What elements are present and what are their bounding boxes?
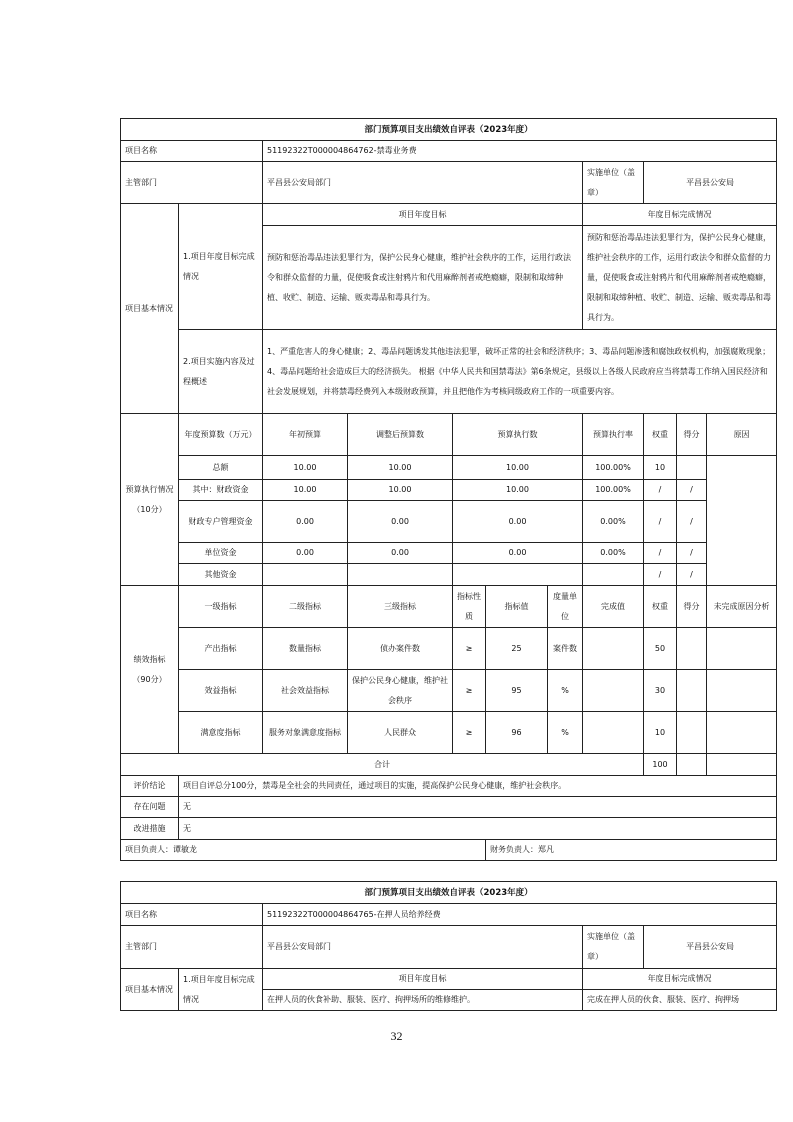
cell: 单位资金 <box>179 543 263 564</box>
cell: / <box>677 564 707 586</box>
conclusion: 项目自评总分100分，禁毒是全社会的共同责任，通过项目的实施，提高保护公民身心健康，维护社会秩序。 <box>179 776 777 797</box>
cell <box>677 628 707 670</box>
table-row <box>121 670 777 712</box>
done-text: 完成在押人员的伙食、服装、医疗、拘押场 <box>583 990 777 1011</box>
done-text: 预防和惩治毒品违法犯罪行为，保护公民身心健康，维护社会秩序的工作，运用行政法令和群众监督的力量，促使吸食或注射鸦片和代用麻醉剂者戒绝瘾癖，限制和取缔种植、收贮、制造、运输、贩卖毒品和毒具行为。 <box>583 226 777 330</box>
header: 得分 <box>677 414 707 456</box>
cell: 保护公民身心健康，维护社会秩序 <box>348 670 453 712</box>
improve: 无 <box>179 818 777 840</box>
impl-unit: 平昌县公安局 <box>644 162 777 204</box>
cell <box>707 670 777 712</box>
table-row <box>121 501 777 543</box>
dept: 平昌县公安局部门 <box>263 162 583 204</box>
label: 项目名称 <box>121 141 263 162</box>
header: 一级指标 <box>179 586 263 628</box>
cell <box>348 564 453 586</box>
issues: 无 <box>179 797 777 818</box>
header: 预算执行数 <box>453 414 583 456</box>
cell: 10 <box>644 712 677 754</box>
cell: 30 <box>644 670 677 712</box>
header: 指标性质 <box>453 586 486 628</box>
header: 权重 <box>644 586 677 628</box>
cell: 0.00 <box>453 501 583 543</box>
cell <box>263 564 348 586</box>
cell: % <box>548 712 583 754</box>
cell: 满意度指标 <box>179 712 263 754</box>
cell: 0.00 <box>263 543 348 564</box>
reason-cell <box>707 456 777 586</box>
label: 项目名称 <box>121 904 263 926</box>
header: 年度目标完成情况 <box>583 969 777 990</box>
cell: 10.00 <box>348 456 453 480</box>
header: 预算执行率 <box>583 414 644 456</box>
cell: / <box>644 501 677 543</box>
header: 年初预算 <box>263 414 348 456</box>
header: 三级指标 <box>348 586 453 628</box>
cell: 25 <box>486 628 548 670</box>
label: 项目基本情况 <box>121 969 179 1011</box>
cell: 总额 <box>179 456 263 480</box>
label: 1.项目年度目标完成情况 <box>179 969 263 1011</box>
cell: 0.00 <box>263 501 348 543</box>
label: 主管部门 <box>121 926 263 969</box>
cell: 侦办案件数 <box>348 628 453 670</box>
header: 项目年度目标 <box>263 204 583 226</box>
cell: / <box>644 543 677 564</box>
performance-table-1 <box>120 118 777 861</box>
cell: 10.00 <box>453 456 583 480</box>
label: 预算执行情况（10分） <box>121 414 179 586</box>
label: 存在问题 <box>121 797 179 818</box>
cell <box>677 712 707 754</box>
cell: 人民群众 <box>348 712 453 754</box>
header: 年度目标完成情况 <box>583 204 777 226</box>
header: 未完成原因分析 <box>707 586 777 628</box>
impl-unit: 平昌县公安局 <box>644 926 777 969</box>
cell: 10.00 <box>453 480 583 501</box>
cell <box>707 712 777 754</box>
cell: 100.00% <box>583 456 644 480</box>
cell <box>583 712 644 754</box>
header: 年度预算数（万元） <box>179 414 263 456</box>
table-row <box>121 564 777 586</box>
cell: % <box>548 670 583 712</box>
finance-lead: 财务负责人：郑凡 <box>486 840 777 861</box>
cell <box>677 456 707 480</box>
cell: 0.00 <box>453 543 583 564</box>
cell: 案件数 <box>548 628 583 670</box>
cell: 其他资金 <box>179 564 263 586</box>
goal-text: 在押人员的伙食补助、服装、医疗、拘押场所的维修维护。 <box>263 990 583 1011</box>
header: 调整后预算数 <box>348 414 453 456</box>
cell: / <box>677 543 707 564</box>
label: 项目基本情况 <box>121 204 179 414</box>
impl-content: 1、严重危害人的身心健康；2、毒品问题诱发其他违法犯罪，破坏正常的社会和经济秩序；3、毒品问题渗透和腐蚀政权机构，加强腐败现象；4、毒品问题给社会造成巨大的经济损失。 根据《中华人民共和国禁毒法》第6条规定，县级以上各级人民政府应当将禁毒工作纳入国民经济和社会发展规划，并将禁毒经费列入本级财政预算，并且把他作为考核同级政府工作的一项重要内容。 <box>263 330 777 414</box>
table-row <box>121 543 777 564</box>
table-row <box>121 456 777 480</box>
cell: / <box>677 480 707 501</box>
label: 实施单位（盖章） <box>583 162 644 204</box>
total-weight: 100 <box>644 754 677 776</box>
header: 项目年度目标 <box>263 969 583 990</box>
cell: 10.00 <box>348 480 453 501</box>
project-name: 51192322T000004864762-禁毒业务费 <box>263 141 777 162</box>
cell: 其中：财政资金 <box>179 480 263 501</box>
header: 原因 <box>707 414 777 456</box>
cell: ≥ <box>453 712 486 754</box>
table-row <box>121 712 777 754</box>
cell <box>707 628 777 670</box>
project-name: 51192322T000004864765-在押人员给养经费 <box>263 904 777 926</box>
label: 改进措施 <box>121 818 179 840</box>
cell: 0.00% <box>583 543 644 564</box>
table-title: 部门预算项目支出绩效自评表（2023年度） <box>121 882 777 904</box>
cell: 0.00 <box>348 543 453 564</box>
cell: / <box>644 564 677 586</box>
cell <box>707 754 777 776</box>
cell <box>677 754 707 776</box>
header: 度量单位 <box>548 586 583 628</box>
goal-text: 预防和惩治毒品违法犯罪行为，保护公民身心健康，维护社会秩序的工作，运用行政法令和群众监督的力量，促使吸食或注射鸦片和代用麻醉剂者戒绝瘾癖，限制和取缔种植、收贮、制造、运输、贩卖毒品和毒具行为。 <box>263 226 583 330</box>
header: 完成值 <box>583 586 644 628</box>
cell: / <box>677 501 707 543</box>
table-row <box>121 628 777 670</box>
project-lead: 项目负责人：谭敏龙 <box>121 840 486 861</box>
cell: 96 <box>486 712 548 754</box>
label: 实施单位（盖章） <box>583 926 644 969</box>
cell: ≥ <box>453 670 486 712</box>
label: 2.项目实施内容及过程概述 <box>179 330 263 414</box>
cell <box>677 670 707 712</box>
header: 权重 <box>644 414 677 456</box>
total-label: 合计 <box>121 754 644 776</box>
cell: / <box>644 480 677 501</box>
cell: 50 <box>644 628 677 670</box>
cell <box>453 564 583 586</box>
label: 主管部门 <box>121 162 263 204</box>
cell: 10.00 <box>263 480 348 501</box>
cell: 社会效益指标 <box>263 670 348 712</box>
cell: 10.00 <box>263 456 348 480</box>
cell: ≥ <box>453 628 486 670</box>
header: 二级指标 <box>263 586 348 628</box>
cell <box>583 564 644 586</box>
cell: 产出指标 <box>179 628 263 670</box>
cell: 财政专户管理资金 <box>179 501 263 543</box>
cell: 效益指标 <box>179 670 263 712</box>
cell: 服务对象满意度指标 <box>263 712 348 754</box>
cell: 数量指标 <box>263 628 348 670</box>
table-row <box>121 480 777 501</box>
label: 评价结论 <box>121 776 179 797</box>
page-number: 32 <box>390 1029 403 1043</box>
cell <box>583 628 644 670</box>
cell: 0.00 <box>348 501 453 543</box>
cell: 100.00% <box>583 480 644 501</box>
header: 指标值 <box>486 586 548 628</box>
dept: 平昌县公安局部门 <box>263 926 583 969</box>
label: 1.项目年度目标完成情况 <box>179 204 263 330</box>
performance-table-2 <box>120 881 777 1011</box>
cell <box>583 670 644 712</box>
label: 绩效指标（90分） <box>121 586 179 754</box>
table-title: 部门预算项目支出绩效自评表（2023年度） <box>121 119 777 141</box>
cell: 95 <box>486 670 548 712</box>
cell: 10 <box>644 456 677 480</box>
cell: 0.00% <box>583 501 644 543</box>
header: 得分 <box>677 586 707 628</box>
